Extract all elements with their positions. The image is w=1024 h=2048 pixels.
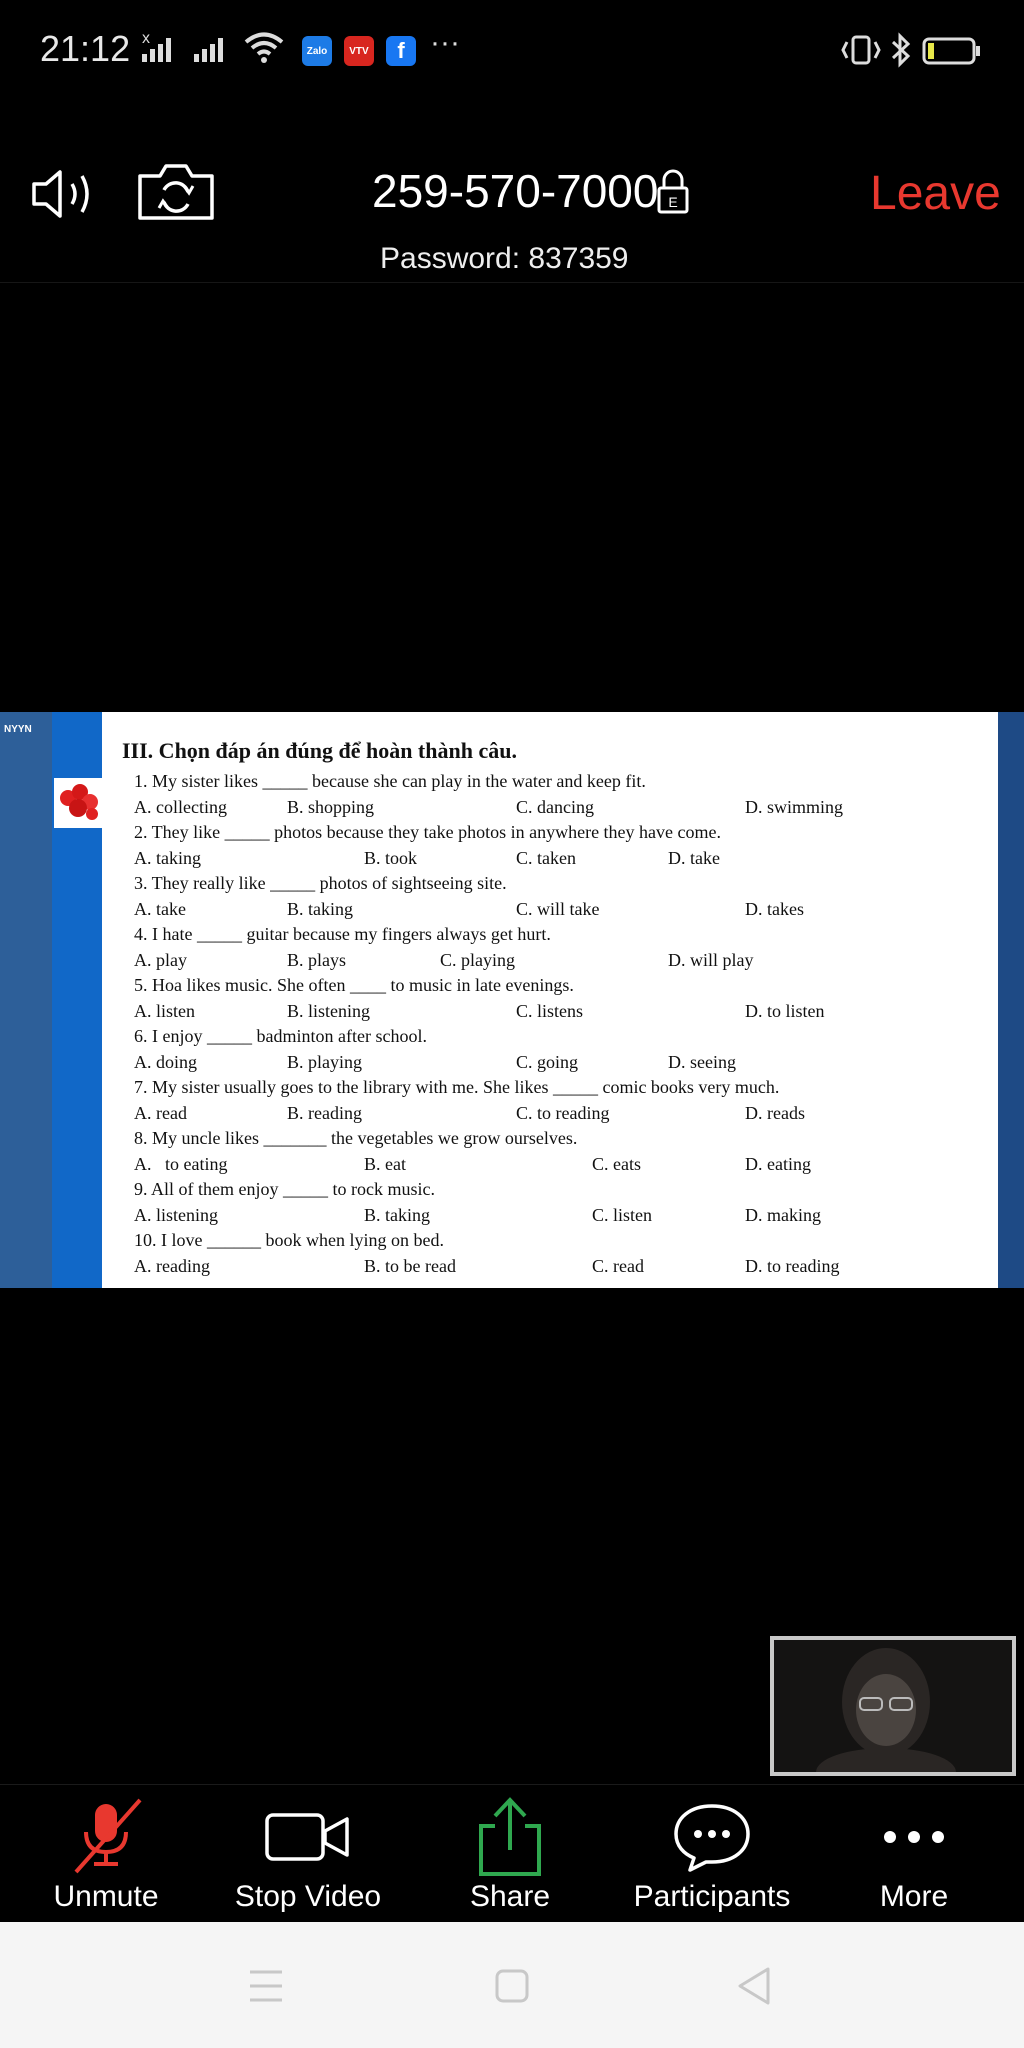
option-a: A. taking	[134, 847, 201, 868]
option-c: C. going	[516, 1051, 579, 1072]
option-a: A. to eating	[134, 1153, 228, 1174]
option-d: D. making	[745, 1204, 821, 1225]
option-d: D. take	[668, 847, 720, 868]
option-d: D. takes	[745, 898, 804, 919]
share-label: Share	[469, 1880, 551, 1913]
option-d: D. will play	[668, 949, 754, 970]
option-d: D. reads	[745, 1102, 805, 1123]
slide-right-strip	[998, 712, 1024, 1288]
unmute-button[interactable]	[11, 1796, 201, 1916]
wifi-icon	[244, 30, 284, 64]
chat-bubble-icon	[670, 1796, 754, 1878]
option-c: C. listens	[516, 1000, 584, 1021]
option-d: D. to reading	[745, 1255, 840, 1276]
more-dots-icon	[874, 1796, 954, 1878]
facebook-app-icon: f	[386, 36, 416, 66]
battery-icon	[922, 36, 982, 66]
option-c: C. to reading	[516, 1102, 610, 1123]
question-7: 7. My sister usually goes to the library with me. She likes _____ comic books very much.	[134, 1077, 780, 1097]
stop-video-label: Stop Video	[234, 1880, 382, 1913]
option-b: B. listening	[287, 1000, 371, 1021]
option-c: C. dancing	[516, 796, 594, 817]
question-8: 8. My uncle likes _______ the vegetables we grow ourselves.	[134, 1128, 578, 1148]
option-b: B. shopping	[287, 796, 375, 817]
option-a: A. collecting	[134, 796, 227, 817]
option-c: C. eats	[592, 1153, 641, 1174]
vtv-app-icon: VTV	[344, 36, 374, 66]
question-5: 5. Hoa likes music. She often ____ to music in late evenings.	[134, 975, 574, 995]
menu-icon[interactable]	[248, 1966, 284, 2006]
options-2	[122, 846, 997, 872]
more-label: More	[879, 1880, 949, 1913]
options-6	[122, 1050, 997, 1076]
option-a: A. take	[134, 898, 186, 919]
option-b: B. took	[364, 847, 418, 868]
signal-x-icon: x	[142, 30, 150, 47]
stop-video-button[interactable]	[213, 1796, 403, 1916]
options-7	[122, 1101, 997, 1127]
question-1: 1. My sister likes _____ because she can play in the water and keep fit.	[134, 771, 646, 791]
options-1	[122, 795, 997, 821]
option-a: A. listen	[134, 1000, 195, 1021]
flower-decoration	[54, 778, 104, 828]
options-10	[122, 1254, 997, 1280]
options-5	[122, 999, 997, 1025]
leave-button[interactable]: Leave	[870, 167, 1001, 220]
question-6: 6. I enjoy _____ badminton after school.	[134, 1026, 427, 1046]
options-8	[122, 1152, 997, 1178]
option-a: A. doing	[134, 1051, 197, 1072]
option-a: A. read	[134, 1102, 187, 1123]
vibrate-icon	[840, 34, 882, 66]
question-10: 10. I love ______ book when lying on bed.	[134, 1230, 444, 1250]
signal-icon-sim2	[194, 38, 223, 62]
home-icon[interactable]	[494, 1968, 530, 2004]
option-b: B. reading	[287, 1102, 362, 1123]
option-c: C. listen	[592, 1204, 653, 1225]
question-2: 2. They like _____ photos because they take photos in anywhere they have come.	[134, 822, 722, 842]
flower-icon	[54, 778, 104, 828]
self-video-thumbnail[interactable]	[770, 1636, 1016, 1776]
back-icon[interactable]	[736, 1966, 772, 2006]
options-4	[122, 948, 997, 974]
option-c: C. will take	[516, 898, 600, 919]
option-b: B. taking	[287, 898, 353, 919]
option-c: C. playing	[440, 949, 515, 970]
unmute-label: Unmute	[53, 1880, 159, 1913]
option-d: D. to listen	[745, 1000, 825, 1021]
meeting-id: 259-570-7000	[372, 165, 659, 217]
option-b: B. taking	[364, 1204, 430, 1225]
switch-camera-icon[interactable]	[136, 160, 216, 224]
status-more-icon: ···	[430, 26, 460, 59]
slide-left-strip	[0, 712, 52, 1288]
svg-text:E: E	[668, 194, 678, 210]
bluetooth-icon	[890, 32, 912, 68]
header-divider	[0, 282, 1024, 283]
speaker-icon[interactable]	[30, 166, 100, 222]
option-d: D. seeing	[668, 1051, 736, 1072]
option-b: B. eat	[364, 1153, 406, 1174]
worksheet-title: III. Chọn đáp án đúng để hoàn thành câu.	[122, 738, 517, 763]
slide-tag: NYYN	[4, 724, 32, 735]
status-time: 21:12	[40, 28, 131, 69]
option-b: B. to be read	[364, 1255, 456, 1276]
question-4: 4. I hate _____ guitar because my fingers always get hurt.	[134, 924, 551, 944]
option-d: D. eating	[745, 1153, 811, 1174]
question-3: 3. They really like _____ photos of sightseeing site.	[134, 873, 507, 893]
zalo-app-icon: Zalo	[302, 36, 332, 66]
self-video-person	[774, 1640, 1012, 1772]
option-d: D. swimming	[745, 796, 844, 817]
share-icon	[473, 1796, 547, 1878]
option-b: B. plays	[287, 949, 347, 970]
option-b: B. playing	[287, 1051, 362, 1072]
option-a: A. reading	[134, 1255, 210, 1276]
options-9	[122, 1203, 997, 1229]
more-button[interactable]	[819, 1796, 1009, 1916]
option-c: C. taken	[516, 847, 576, 868]
lock-icon	[656, 168, 690, 214]
video-camera-icon	[263, 1796, 353, 1878]
option-c: C. read	[592, 1255, 644, 1276]
meeting-password: Password: 837359	[380, 242, 629, 275]
option-a: A. listening	[134, 1204, 218, 1225]
participants-label: Participants	[633, 1880, 791, 1913]
mic-muted-icon	[66, 1796, 146, 1878]
option-a: A. play	[134, 949, 187, 970]
participants-button[interactable]	[617, 1796, 807, 1916]
options-3	[122, 897, 997, 923]
worksheet	[122, 738, 997, 1279]
signal-icon-sim1	[142, 38, 171, 62]
question-9: 9. All of them enjoy _____ to rock music.	[134, 1179, 435, 1199]
share-button[interactable]	[415, 1796, 605, 1916]
